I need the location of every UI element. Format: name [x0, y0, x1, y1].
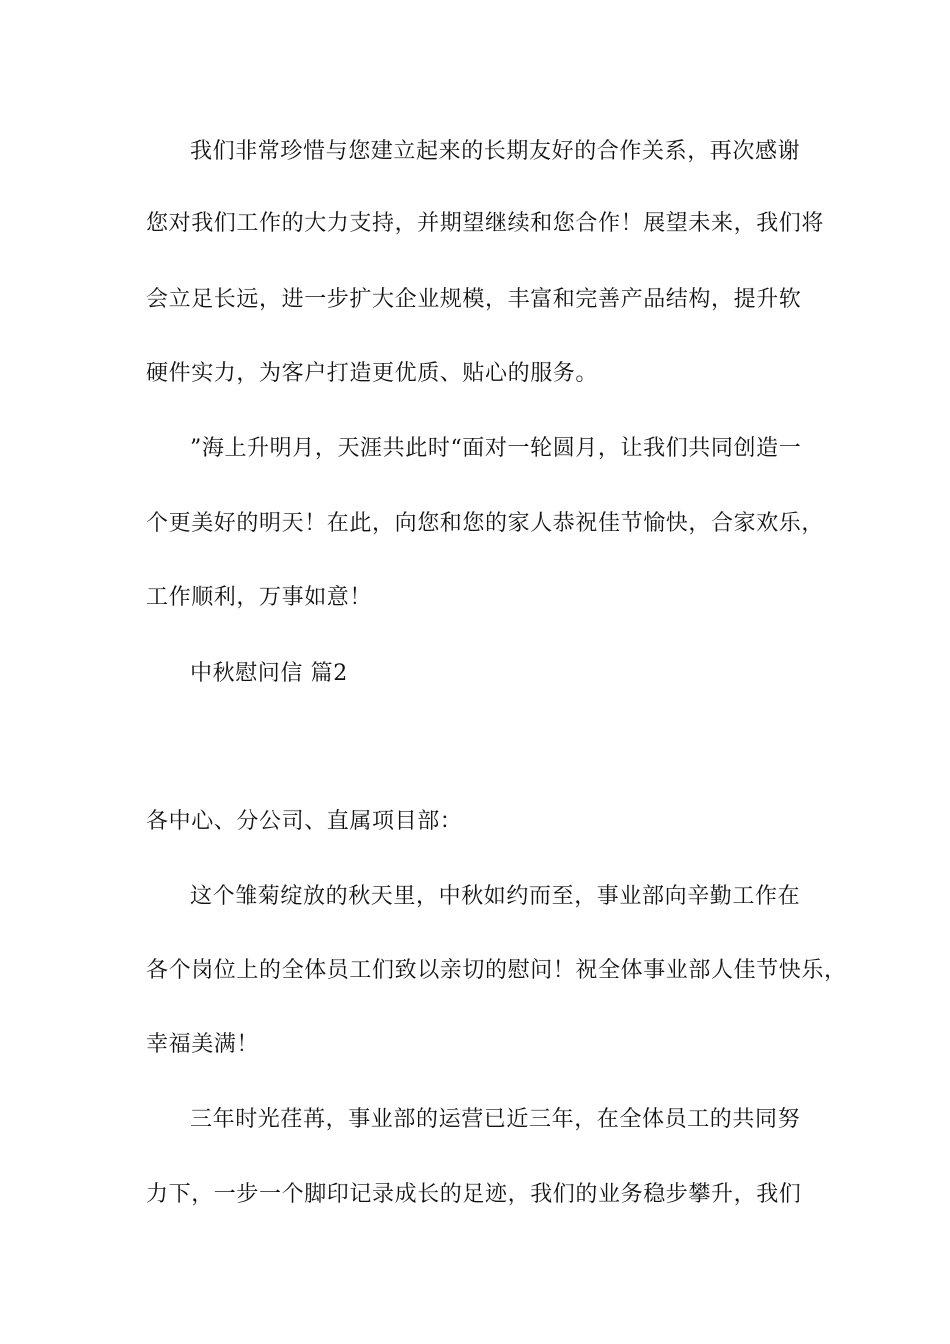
paragraph-line: 硬件实力，为客户打造更优质、贴心的服务。: [146, 361, 599, 386]
paragraph-line: 幸福美满！: [146, 1032, 260, 1057]
paragraph-line: 力下，一步一个脚印记录成长的足迹，我们的业务稳步攀升，我们: [146, 1182, 802, 1207]
paragraph-line: 三年时光荏苒，事业部的运营已近三年，在全体员工的共同努: [190, 1107, 801, 1132]
paragraph-line: 会立足长远，进一步扩大企业规模，丰富和完善产品结构，提升软: [146, 287, 802, 312]
paragraph-line: 工作顺利，万事如意！: [146, 585, 373, 610]
section-heading: 中秋慰问信 篇2: [190, 661, 348, 686]
paragraph-line: 您对我们工作的大力支持，并期望继续和您合作！展望未来，我们将: [146, 211, 825, 236]
paragraph-line: 个更美好的明天！在此，向您和您的家人恭祝佳节愉快，合家欢乐，: [146, 511, 825, 536]
paragraph-line: 这个雏菊绽放的秋天里，中秋如约而至，事业部向辛勤工作在: [190, 884, 801, 909]
paragraph-line: 各个岗位上的全体员工们致以亲切的慰问！祝全体事业部人佳节快乐，: [146, 958, 847, 983]
salutation-line: 各中心、分公司、直属项目部：: [146, 809, 463, 834]
paragraph-line: ”海上升明月，天涯共此时“面对一轮圆月，让我们共同创造一: [190, 436, 802, 461]
paragraph-line: 我们非常珍惜与您建立起来的长期友好的合作关系，再次感谢: [190, 139, 801, 164]
